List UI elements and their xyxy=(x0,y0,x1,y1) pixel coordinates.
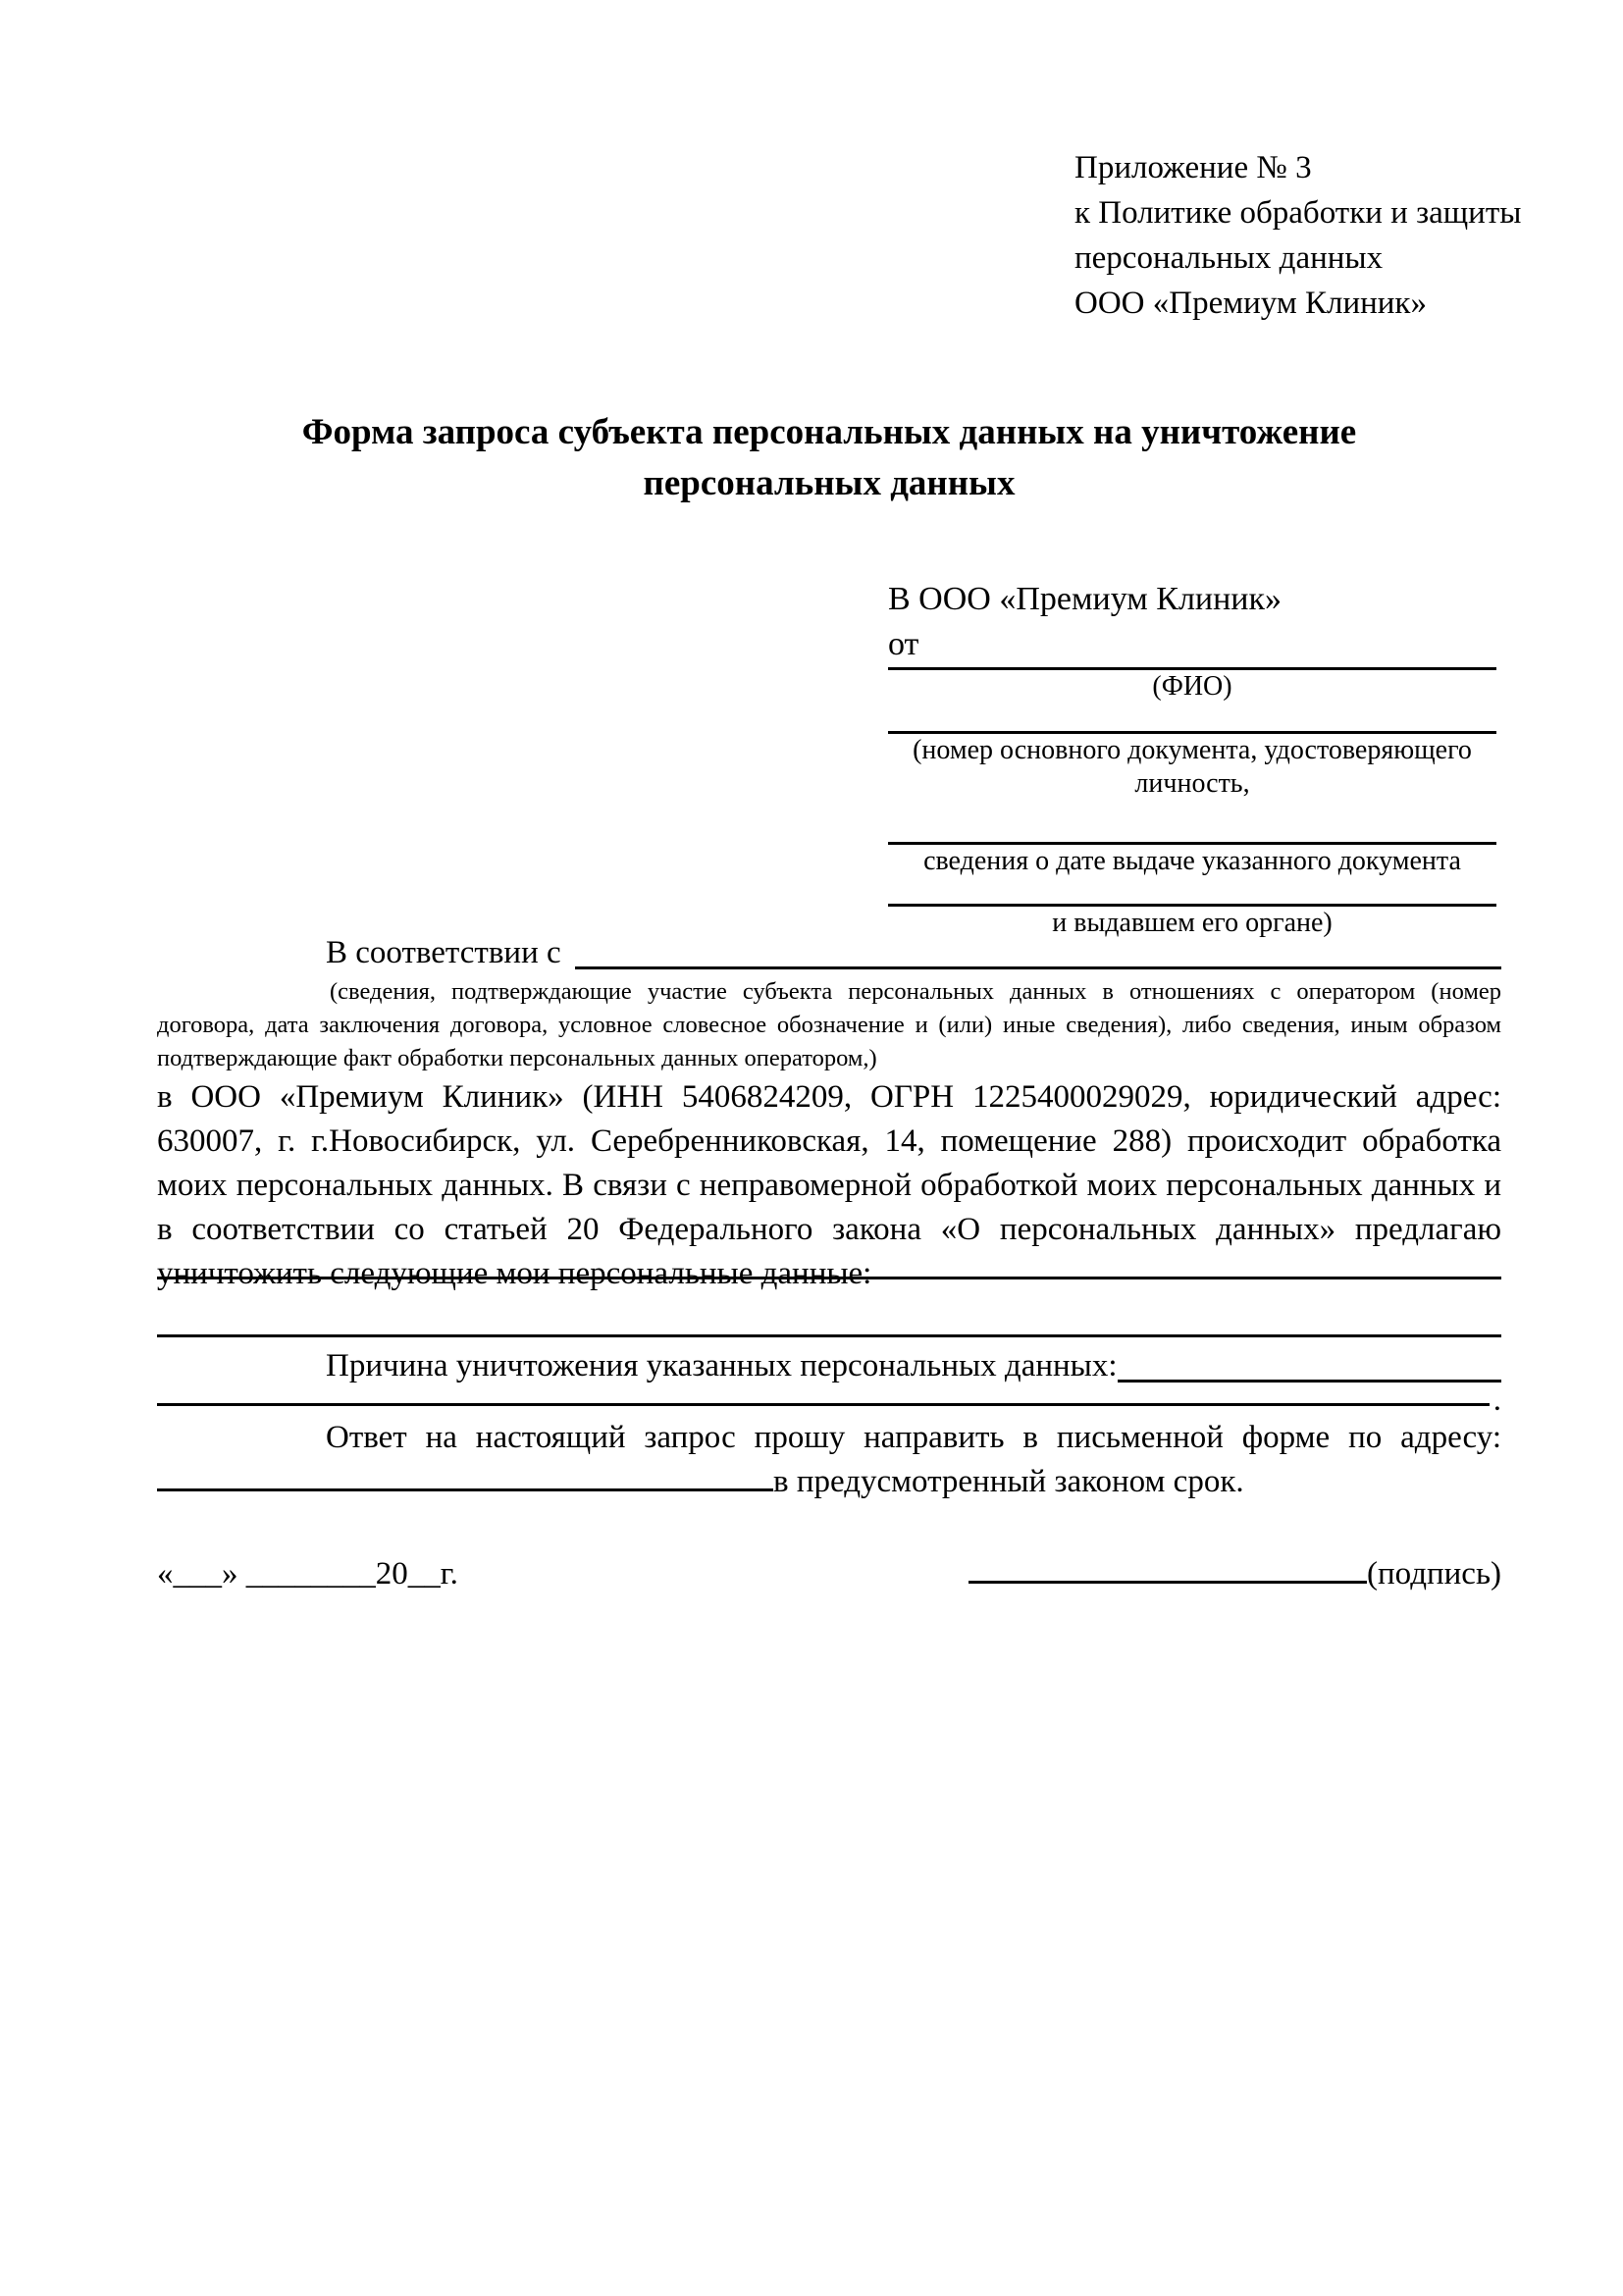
issuing-authority-field-caption: и выдавшем его органе) xyxy=(1052,908,1333,938)
lower-section xyxy=(157,1251,1501,1596)
addressee-from: от xyxy=(888,626,919,662)
reason-period: . xyxy=(1492,1383,1501,1418)
personal-data-field-line-2 xyxy=(157,1279,1501,1337)
reason-label: Причина уничтожения указанных персональных данных: xyxy=(326,1348,1118,1383)
document-title xyxy=(157,407,1501,509)
date-signature-row xyxy=(157,1551,1501,1596)
response-suffix: в предусмотренный законом срок. xyxy=(773,1464,1244,1499)
appendix-header-line-3: персональных данных xyxy=(1074,240,1384,276)
accordance-row xyxy=(157,930,1501,975)
reason-field-line xyxy=(1118,1380,1501,1383)
response-paragraph xyxy=(157,1416,1501,1504)
issue-date-field-caption: сведения о дате выдаче указанного документа xyxy=(923,846,1461,876)
signature-caption: (подпись) xyxy=(1367,1556,1501,1592)
signature-area xyxy=(969,1552,1501,1596)
appendix-header-line-4: ООО «Премиум Клиник» xyxy=(1074,286,1427,321)
document-title-text: Форма запроса субъекта персональных данных на уничтожение персональных данных xyxy=(301,412,1357,503)
accordance-lead: В соответствии с xyxy=(326,935,561,970)
accordance-note: (сведения, подтверждающие участие субъекта персональных данных в отношениях с оператором (номер договора, дата заключения договора, условное словесное обозначение и (или) иные сведения), либо сведения, иным образом подтверждающие факт обработки персональных данных оператором,) xyxy=(157,978,1501,1071)
fio-field-caption: (ФИО) xyxy=(1152,671,1232,702)
addressee-block xyxy=(888,577,1496,940)
request-body-paragraph: в ООО «Премиум Клиник» (ИНН 5406824209, ОГРН 1225400029029, юридический адрес: 630007, г. г.Новосибирск, ул. Серебренниковская, 14, помещение 288) происходит обработка моих персональных данных. В связи с неправомерной обработкой моих персональных данных и в соответствии со статьей 20 Федерального закона «О персональных данных» предлагаю уничтожить следующие мои персональные данные: xyxy=(157,1079,1501,1291)
response-text: Ответ на настоящий запрос прошу направить в письменной форме по адресу: xyxy=(326,1420,1501,1455)
main-content xyxy=(157,930,1501,1296)
personal-data-field-line-1 xyxy=(157,1251,1501,1279)
addressee-to: В ООО «Премиум Клиник» xyxy=(888,581,1283,617)
reason-row xyxy=(157,1343,1501,1388)
reason-field-continuation-row xyxy=(157,1383,1501,1418)
reason-field-line-2 xyxy=(157,1403,1490,1406)
date-line: «___» ________20__г. xyxy=(157,1556,458,1592)
appendix-header-line-1: Приложение № 3 xyxy=(1074,150,1312,185)
address-field-line xyxy=(157,1488,773,1491)
appendix-header-line-2: к Политике обработки и защиты xyxy=(1074,195,1522,231)
signature-field-line xyxy=(969,1581,1367,1584)
accordance-field-line xyxy=(575,966,1501,969)
appendix-header xyxy=(1074,145,1521,326)
id-document-field-caption: (номер основного документа, удостоверяющего личность, xyxy=(913,735,1472,799)
